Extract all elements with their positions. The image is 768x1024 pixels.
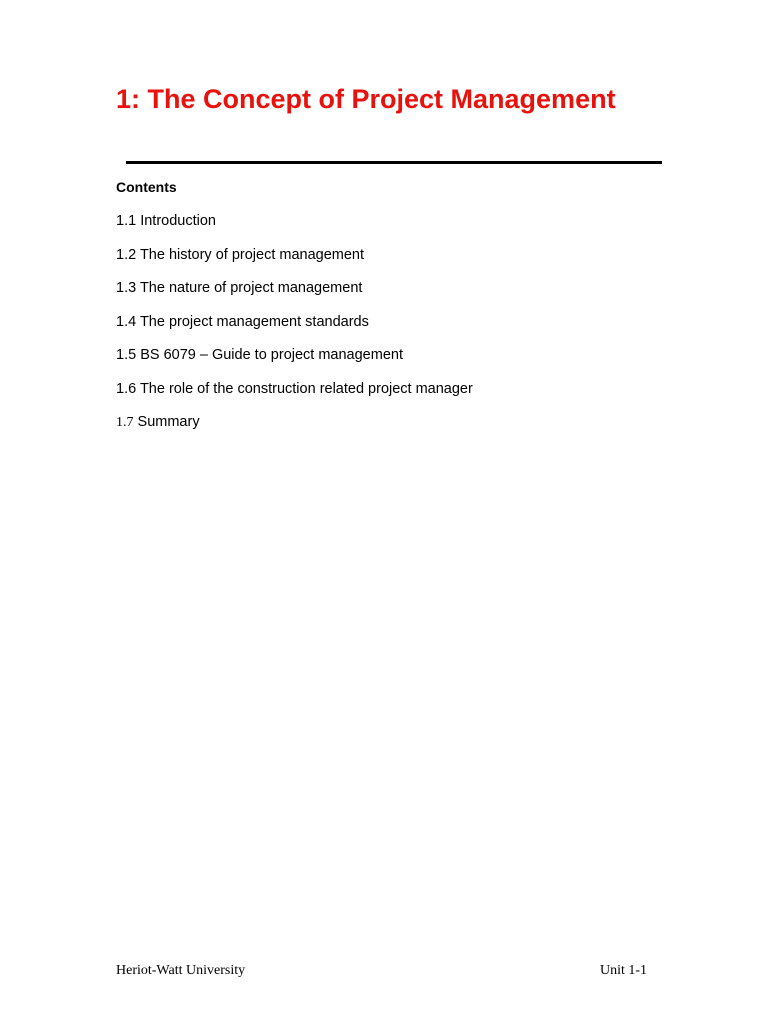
toc-item-1-5 [116, 346, 473, 380]
toc-text: Introduction [140, 213, 216, 229]
toc-text: The role of the construction related project manager [139, 380, 473, 397]
toc-number: 1.7 [116, 415, 134, 430]
toc-text: BS 6079 – Guide to project management [140, 347, 403, 363]
toc-text: The history of project management [139, 246, 365, 263]
toc-item-1-3 [116, 279, 473, 313]
toc-text: The project management standards [139, 313, 369, 330]
toc-number: 1.6 [116, 380, 137, 397]
toc-item-1-4 [116, 313, 473, 347]
toc-text: Summary [137, 414, 200, 430]
toc-number: 1.2 [116, 246, 137, 263]
page-title: 1: The Concept of Project Management [116, 84, 616, 114]
footer-page-number: Unit 1-1 [600, 963, 648, 978]
toc-number: 1.4 [116, 313, 137, 330]
toc-item-1-1 [116, 212, 473, 246]
footer-institution: Heriot-Watt University [116, 963, 246, 978]
contents-heading: Contents [116, 179, 177, 195]
toc-number: 1.5 [116, 347, 137, 363]
toc-number: 1.1 [116, 213, 137, 229]
toc-item-1-7 [116, 413, 473, 447]
toc-item-1-6 [116, 380, 473, 414]
toc-number: 1.3 [116, 280, 137, 296]
toc-item-1-2 [116, 246, 473, 280]
title-divider [126, 161, 662, 164]
toc-text: The nature of project management [139, 280, 363, 296]
table-of-contents [116, 212, 473, 447]
